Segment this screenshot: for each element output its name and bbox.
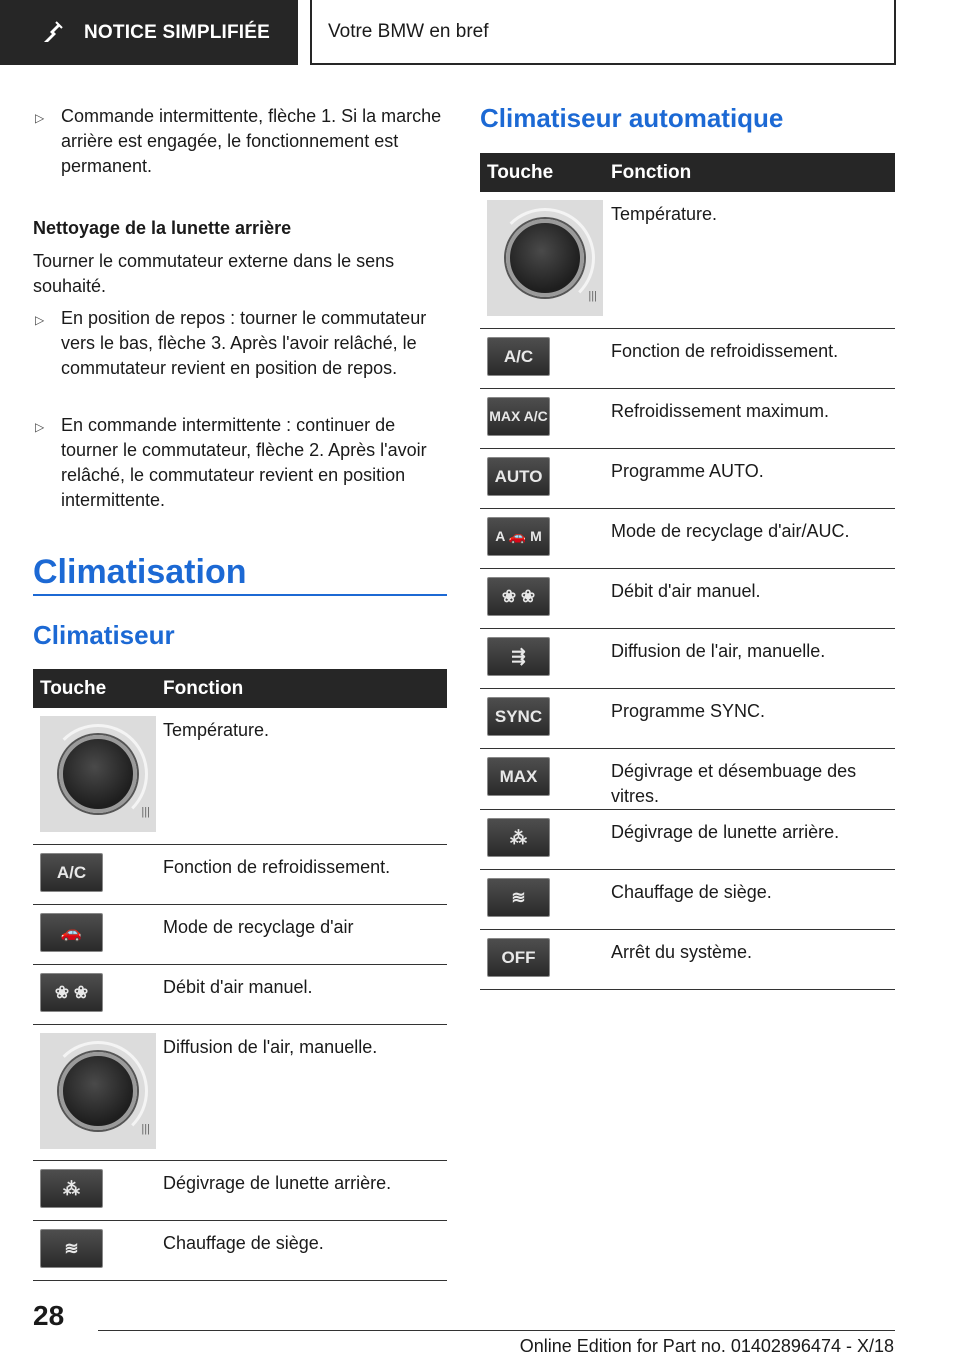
table-row [33,904,447,964]
table-row [33,964,447,1024]
key-cell [480,628,604,688]
controls-table-automatic [480,153,895,990]
air-distribution-icon: ⇶ [487,637,550,676]
column-header-function: Fonction [156,669,447,708]
key-cell [33,844,156,904]
function-cell: Dégivrage de lunette arrière. [604,809,895,869]
column-header-key: Touche [33,669,156,708]
key-cell [33,904,156,964]
table-row [33,844,447,904]
key-cell [480,809,604,869]
function-cell: Débit d'air manuel. [156,964,447,1024]
key-cell [33,1220,156,1280]
rear-window-text: Tourner le commutateur externe dans le sens souhaité. [33,251,395,296]
table-row [480,388,895,448]
recirculation-auc-icon: A 🚗 M [487,517,550,556]
table-row [480,192,895,328]
table-row [480,508,895,568]
function-cell: Mode de recyclage d'air/AUC. [604,508,895,568]
section-tab-label: NOTICE SIMPLIFIÉE [84,21,271,43]
key-cell [480,448,604,508]
table-row [480,568,895,628]
footer-edition: Online Edition for Part no. 01402896474 - X/18 [519,1336,894,1356]
key-button: A/C [487,337,550,376]
key-cell [480,568,604,628]
bullet-text: En commande intermittente : continuer de tourner le commutateur, flèche 2. Après l'avoir relâché, le commutateur revient en position intermittente. [61,415,427,510]
function-cell: Mode de recyclage d'air [156,904,447,964]
table-row [480,328,895,388]
chapter-title: Votre BMW en bref [328,20,489,42]
function-cell: Programme SYNC. [604,688,895,748]
bullet-triangle-icon: ▷ [35,111,45,125]
temperature-knob-icon: ||| [40,716,156,832]
key-cell [480,508,604,568]
list-item [33,104,447,179]
bullet-text: Commande intermittente, flèche 1. Si la marche arrière est engagée, le fonctionnement est permanent. [61,106,442,176]
rear-defrost-icon: ⁂ [40,1169,103,1208]
seat-heating-icon: ≋ [487,878,550,917]
section-title: Climatisation [33,553,247,591]
fan-icon: ❀ ❀ [40,973,103,1012]
table-row [33,1024,447,1160]
section-tab [0,0,298,65]
column-header-function: Fonction [604,153,895,192]
function-cell: Refroidissement maximum. [604,388,895,448]
table-row [480,809,895,869]
bullet-triangle-icon: ▷ [35,420,45,434]
function-cell: Dégivrage de lunette arrière. [156,1160,447,1220]
key-button: SYNC [487,697,550,736]
function-cell: Dégivrage et désembuage des vitres. [604,748,895,809]
subsection-title-auto: Climatiseur automatique [480,103,784,133]
table-row [480,748,895,809]
table-row [33,708,447,844]
table-row [480,929,895,989]
key-button: OFF [487,938,550,977]
key-cell [480,748,604,809]
column-header-key: Touche [480,153,604,192]
air-recirculation-icon: 🚗 [40,913,103,952]
page-number: 28 [33,1300,65,1331]
function-cell: Chauffage de siège. [604,869,895,929]
function-cell: Chauffage de siège. [156,1220,447,1280]
key-cell [480,869,604,929]
key-cell [33,1160,156,1220]
key-button: A/C [40,853,103,892]
controls-table-manual [33,669,447,1281]
key-cell [33,964,156,1024]
function-cell: Température. [604,192,895,328]
key-button: AUTO [487,457,550,496]
list-item [33,306,447,381]
section-divider [33,594,447,596]
key-cell [33,708,156,844]
key-cell [480,328,604,388]
key-cell [480,192,604,328]
table-row [480,688,895,748]
rear-defrost-icon: ⁂ [487,818,550,857]
fan-icon: ❀ ❀ [487,577,550,616]
function-cell: Programme AUTO. [604,448,895,508]
table-row [33,1220,447,1280]
key-cell [480,929,604,989]
function-cell: Débit d'air manuel. [604,568,895,628]
footer-divider [98,1330,895,1331]
function-cell: Fonction de refroidissement. [156,844,447,904]
bullet-triangle-icon: ▷ [35,313,45,327]
function-cell: Température. [156,708,447,844]
function-cell: Arrêt du système. [604,929,895,989]
air-distribution-knob-icon: ||| [40,1033,156,1149]
rear-window-heading: Nettoyage de la lunette arrière [33,218,292,238]
bullet-text: En position de repos : tourner le commutateur vers le bas, flèche 3. Après l'avoir relâché, le commutateur revient en position de repos. [61,308,427,378]
subsection-title-climatiseur: Climatiseur [33,620,175,650]
key-cell [480,688,604,748]
key-button: MAX A/C [487,397,550,436]
key-cell [480,388,604,448]
function-cell: Diffusion de l'air, manuelle. [604,628,895,688]
function-cell: Diffusion de l'air, manuelle. [156,1024,447,1160]
table-row [480,628,895,688]
quick-guide-icon [40,20,66,46]
table-row [33,1160,447,1220]
function-cell: Fonction de refroidissement. [604,328,895,388]
table-row [480,869,895,929]
table-row [480,448,895,508]
windshield-defrost-max-icon: MAX [487,757,550,796]
list-item [33,413,447,513]
chapter-header [310,0,896,65]
key-cell [33,1024,156,1160]
temperature-knob-icon: ||| [487,200,603,316]
seat-heating-icon: ≋ [40,1229,103,1268]
